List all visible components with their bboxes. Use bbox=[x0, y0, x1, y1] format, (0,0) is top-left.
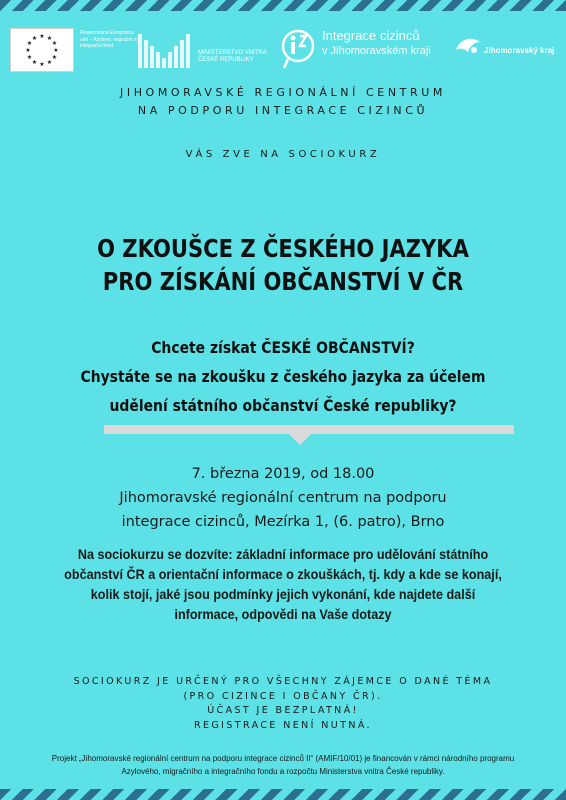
divider-pointer bbox=[288, 433, 312, 445]
event-details bbox=[0, 462, 566, 534]
event-venue: Jihomoravské regionální centrum na podporu bbox=[119, 490, 447, 506]
top-stripe-border bbox=[0, 0, 566, 11]
svg-text:★: ★ bbox=[39, 33, 45, 40]
eu-funding-text: Financováno Evropskou unií – Azylový, migrační a integrační fond bbox=[80, 30, 137, 49]
svg-text:★: ★ bbox=[46, 35, 53, 42]
svg-text:★: ★ bbox=[39, 61, 45, 68]
svg-text:★: ★ bbox=[51, 40, 58, 47]
ministry-logo bbox=[136, 28, 190, 70]
event-date: 7. března 2019, od 18.00 bbox=[191, 466, 375, 482]
sponsor-logos bbox=[10, 22, 556, 70]
question-block: Chcete získat ČESKÉ OBČANSTVÍ? Chystáte se na zkoušku z českého jazyka za účelem udělení státního občanství České republiky? bbox=[80, 338, 486, 415]
svg-text:★: ★ bbox=[26, 54, 33, 61]
svg-text:★: ★ bbox=[46, 59, 53, 66]
course-description: Na sociokurzu se dozvíte: základní informace pro udělování státního občanství ČR a orientační informace o zkouškách, tj. kdy a kde se konají, kolik stojí, jaké jsou podmínky jejich vykonání, kde najdete další informace, odpovědi na Vaše dotazy bbox=[64, 546, 502, 622]
svg-text:★: ★ bbox=[51, 54, 58, 61]
invite-line: VÁS ZVE NA SOCIOKURZ bbox=[185, 149, 381, 160]
integration-logo bbox=[280, 26, 316, 70]
bottom-stripe-border bbox=[0, 789, 566, 800]
audience-info: SOCIOKURZ JE URČENÝ PRO VŠECHNY ZÁJEMCE O DANÉ TÉMA (PRO CIZINCE I OBČANY ČR). ÚČAST JE BEZPLATNÁ! REGISTRACE NENÍ NUTNÁ. bbox=[73, 676, 493, 731]
eu-flag-logo bbox=[10, 28, 74, 72]
integration-text: Integrace cizinců v Jihomoravském kraji bbox=[322, 28, 431, 57]
svg-text:★: ★ bbox=[26, 40, 33, 47]
funding-footer: Projekt „Jihomoravské regionální centrum na podporu integrace cizinců II“ (AMIF/10/01) je financován v rámci národního programu Azylového, migračního a integračního fondu a rozpočtu Ministerstva vnitra České republiky. bbox=[51, 754, 515, 776]
organizer-heading: JIHOMORAVSKÉ REGIONÁLNÍ CENTRUM NA PODPORU INTEGRACE CIZINCŮ bbox=[120, 86, 446, 117]
event-address: integrace cizinců, Mezírka 1, (6. patro), Brno bbox=[121, 514, 445, 530]
svg-text:★: ★ bbox=[31, 59, 38, 66]
svg-text:★: ★ bbox=[25, 47, 31, 54]
svg-text:★: ★ bbox=[31, 35, 38, 42]
course-title: O ZKOUŠCE Z ČESKÉHO JAZYKA PRO ZÍSKÁNÍ OBČANSTVÍ V ČR bbox=[97, 234, 469, 296]
svg-text:★: ★ bbox=[53, 47, 59, 54]
region-logo bbox=[454, 36, 482, 56]
region-text: Jihomoravský kraj bbox=[484, 46, 555, 55]
ministry-text: MINISTERSTVO VNITRA ČESKÉ REPUBLIKY bbox=[198, 50, 267, 63]
